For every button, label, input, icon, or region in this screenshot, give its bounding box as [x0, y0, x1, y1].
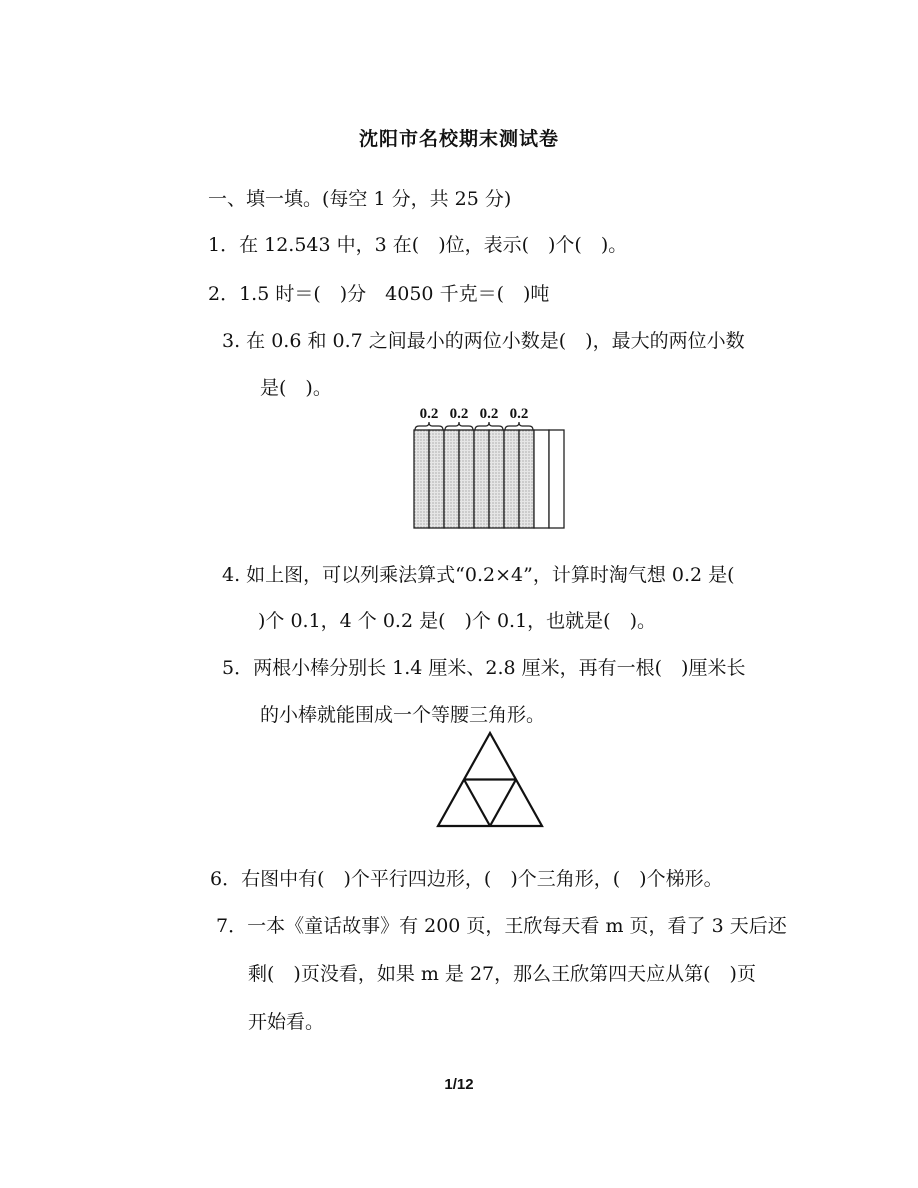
triangle-figure: [432, 730, 548, 830]
brace-label: 0.2: [449, 406, 469, 422]
question-6: 6．右图中有( )个平行四边形，( )个三角形，( )个梯形。: [210, 868, 723, 890]
brace: [415, 422, 443, 430]
shaded-strip: [459, 430, 474, 528]
brace-label: 0.2: [479, 406, 499, 422]
question-3-line-2: 是( )。: [260, 377, 332, 399]
left-inner-line: [464, 780, 490, 827]
right-inner-line: [490, 780, 516, 827]
question-2: 2．1.5 时＝( )分 4050 千克＝( )吨: [208, 283, 550, 305]
question-7-line-2: 剩( )页没看，如果 m 是 27，那么王欣第四天应从第( )页: [248, 963, 756, 985]
question-3-line-1: 3. 在 0.6 和 0.7 之间最小的两位小数是( )，最大的两位小数: [222, 330, 745, 352]
page-title: 沈阳市名校期末测试卷: [358, 128, 559, 150]
shaded-strip: [504, 430, 519, 528]
brace-label: 0.2: [419, 406, 439, 422]
section-heading: 一、填一填。(每空 1 分，共 25 分): [208, 188, 512, 210]
question-5-line-2: 的小棒就能围成一个等腰三角形。: [260, 704, 546, 726]
question-7-line-3: 开始看。: [248, 1011, 325, 1033]
brace: [505, 422, 533, 430]
shaded-strip: [474, 430, 489, 528]
empty-strip: [549, 430, 564, 528]
shaded-strip: [444, 430, 459, 528]
shaded-strip: [519, 430, 534, 528]
question-7-line-1: 7．一本《童话故事》有 200 页，王欣每天看 m 页，看了 3 天后还: [216, 915, 787, 937]
question-4-line-2: )个 0.1，4 个 0.2 是( )个 0.1，也就是( )。: [258, 610, 656, 632]
brace-label: 0.2: [509, 406, 529, 422]
question-4-line-1: 4. 如上图，可以列乘法算式“0.2×4”，计算时淘气想 0.2 是(: [222, 564, 735, 586]
empty-strip: [534, 430, 549, 528]
question-1: 1．在 12.543 中，3 在( )位，表示( )个( )。: [208, 234, 628, 256]
brace: [475, 422, 503, 430]
brace: [445, 422, 473, 430]
decimal-strip-figure: [408, 400, 573, 532]
question-5-line-1: 5．两根小棒分别长 1.4 厘米、2.8 厘米，再有一根( )厘米长: [222, 657, 746, 679]
page-number: 1/12: [444, 1076, 474, 1093]
shaded-strip: [429, 430, 444, 528]
shaded-strip: [414, 430, 429, 528]
shaded-strip: [489, 430, 504, 528]
